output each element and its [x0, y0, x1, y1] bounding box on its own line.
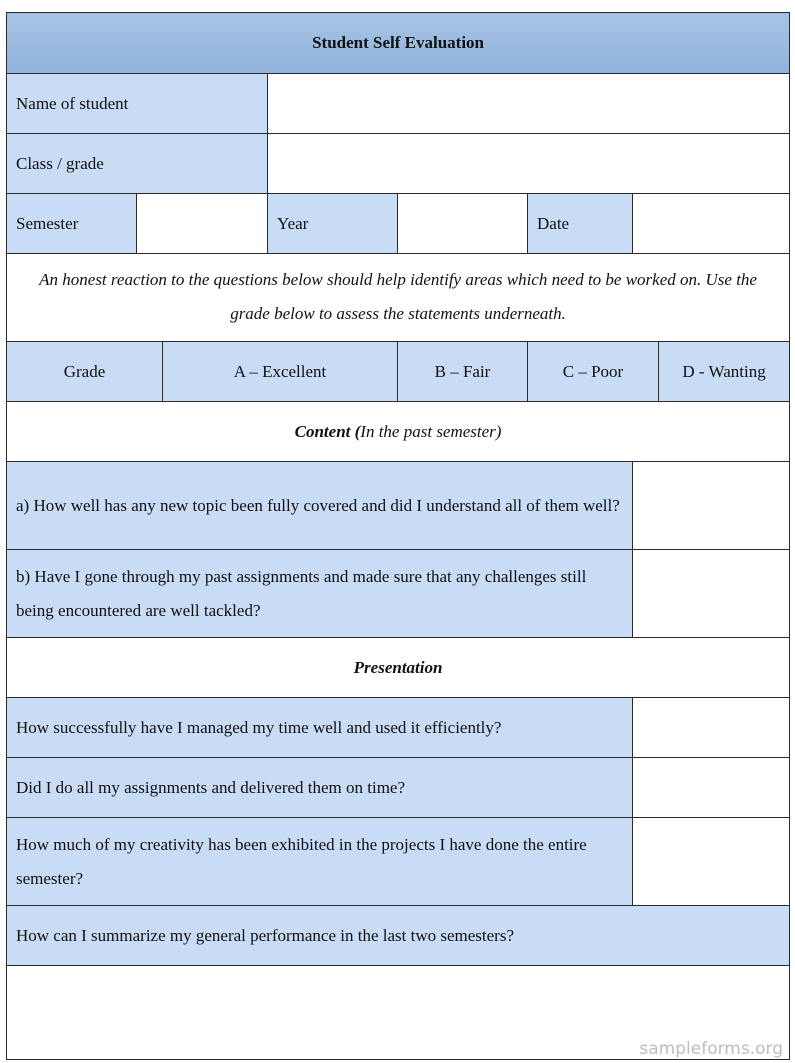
content-question-b: b) Have I gone through my past assignments and made sure that any challenges still being encountered are well tackled? — [7, 550, 633, 638]
semester-label: Semester — [7, 194, 137, 254]
evaluation-form — [6, 12, 790, 1060]
grade-header: Grade — [7, 342, 163, 402]
grade-d: D - Wanting — [659, 342, 790, 402]
year-field[interactable] — [398, 194, 528, 254]
date-field[interactable] — [633, 194, 790, 254]
semester-field[interactable] — [137, 194, 268, 254]
content-title-bold: Content ( — [294, 421, 361, 441]
year-label: Year — [268, 194, 398, 254]
name-label: Name of student — [7, 74, 268, 134]
content-answer-a[interactable] — [633, 462, 790, 550]
date-label: Date — [528, 194, 633, 254]
presentation-question-2: Did I do all my assignments and delivered them on time? — [7, 758, 633, 818]
summary-question: How can I summarize my general performance in the last two semesters? — [7, 906, 790, 966]
presentation-title: Presentation — [353, 657, 443, 677]
presentation-question-1: How successfully have I managed my time well and used it efficiently? — [7, 698, 633, 758]
content-answer-b[interactable] — [633, 550, 790, 638]
presentation-answer-3[interactable] — [633, 818, 790, 906]
grade-b: B – Fair — [398, 342, 528, 402]
name-field[interactable] — [268, 74, 790, 134]
class-field[interactable] — [268, 134, 790, 194]
class-label: Class / grade — [7, 134, 268, 194]
content-section-title — [7, 402, 790, 462]
watermark: sampleforms.org — [639, 1039, 783, 1059]
presentation-answer-1[interactable] — [633, 698, 790, 758]
presentation-section-title — [7, 638, 790, 698]
content-question-a: a) How well has any new topic been fully covered and did I understand all of them well? — [7, 462, 633, 550]
content-title-rest: In the past semester) — [360, 421, 502, 441]
form-title: Student Self Evaluation — [7, 13, 790, 74]
grade-a: A – Excellent — [163, 342, 398, 402]
presentation-question-3: How much of my creativity has been exhibited in the projects I have done the entire semester? — [7, 818, 633, 906]
instructions: An honest reaction to the questions below should help identify areas which need to be worked on. Use the grade below to assess the statements underneath. — [7, 254, 790, 342]
presentation-answer-2[interactable] — [633, 758, 790, 818]
grade-c: C – Poor — [528, 342, 659, 402]
